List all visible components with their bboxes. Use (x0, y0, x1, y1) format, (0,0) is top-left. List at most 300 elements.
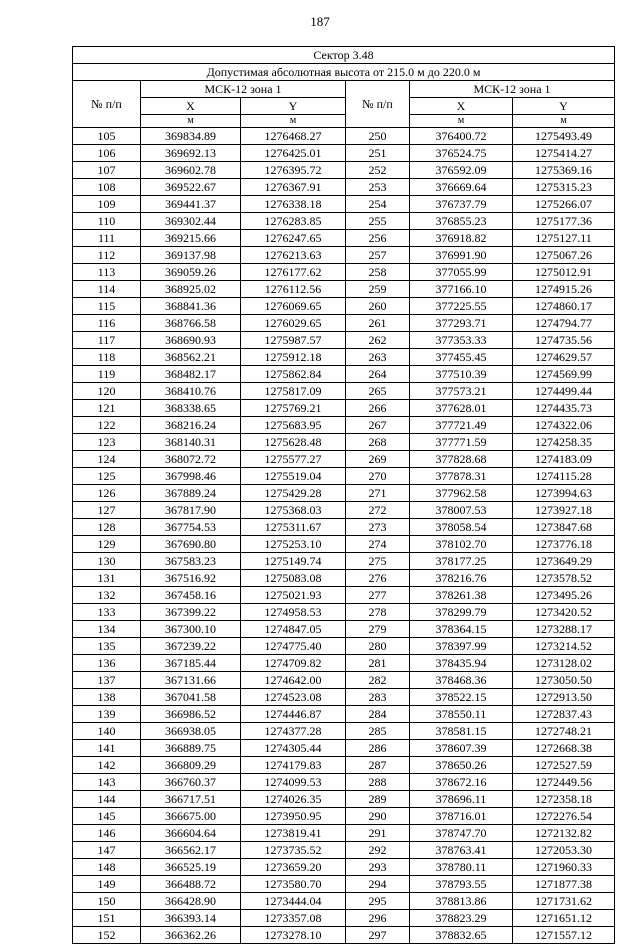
x-left-cell: 368140.31 (141, 434, 241, 451)
table-row (73, 740, 615, 757)
x-unit-right: м (410, 115, 513, 128)
x-right-cell: 378299.79 (410, 604, 513, 621)
np-right-cell: 293 (346, 859, 410, 876)
x-right-cell: 377166.10 (410, 281, 513, 298)
y-left-cell: 1274775.40 (241, 638, 346, 655)
np-left-cell: 126 (73, 485, 141, 502)
x-right-cell: 376400.72 (410, 128, 513, 145)
x-left-cell: 369215.66 (141, 230, 241, 247)
np-right-cell: 290 (346, 808, 410, 825)
y-right-cell: 1273578.52 (513, 570, 615, 587)
x-right-cell: 378716.01 (410, 808, 513, 825)
y-right-cell: 1272358.18 (513, 791, 615, 808)
np-right-cell: 292 (346, 842, 410, 859)
table-row (73, 638, 615, 655)
y-right-cell: 1274860.17 (513, 298, 615, 315)
np-right-cell: 266 (346, 400, 410, 417)
x-left-cell: 366760.37 (141, 774, 241, 791)
table-row (73, 825, 615, 842)
y-left-cell: 1274179.83 (241, 757, 346, 774)
np-left-cell: 105 (73, 128, 141, 145)
y-left-cell: 1276069.65 (241, 298, 346, 315)
np-left-cell: 114 (73, 281, 141, 298)
np-right-cell: 265 (346, 383, 410, 400)
y-left-cell: 1275429.28 (241, 485, 346, 502)
y-right-cell: 1274915.26 (513, 281, 615, 298)
table-row (73, 587, 615, 604)
x-left-cell: 366809.29 (141, 757, 241, 774)
x-left-cell: 366488.72 (141, 876, 241, 893)
zone-header-left: МСК-12 зона 1 (141, 81, 346, 98)
x-left-cell: 369302.44 (141, 213, 241, 230)
x-right-cell: 376524.75 (410, 145, 513, 162)
x-left-cell: 367998.46 (141, 468, 241, 485)
x-left-cell: 368410.76 (141, 383, 241, 400)
table-row (73, 519, 615, 536)
table-row (73, 230, 615, 247)
table-row (73, 332, 615, 349)
height-range: Допустимая абсолютная высота от 215.0 м до 220.0 м (73, 64, 615, 81)
x-right-cell: 378696.11 (410, 791, 513, 808)
y-right-cell: 1274499.44 (513, 383, 615, 400)
x-right-cell: 378747.70 (410, 825, 513, 842)
y-right-cell: 1275127.11 (513, 230, 615, 247)
np-right-cell: 271 (346, 485, 410, 502)
y-left-cell: 1274377.28 (241, 723, 346, 740)
table-row (73, 281, 615, 298)
x-header-right: X (410, 98, 513, 115)
x-left-cell: 367754.53 (141, 519, 241, 536)
y-right-cell: 1275315.23 (513, 179, 615, 196)
x-right-cell: 376991.90 (410, 247, 513, 264)
np-left-cell: 113 (73, 264, 141, 281)
np-left-cell: 118 (73, 349, 141, 366)
y-left-cell: 1275628.48 (241, 434, 346, 451)
np-left-cell: 125 (73, 468, 141, 485)
y-right-cell: 1272449.56 (513, 774, 615, 791)
x-left-cell: 368216.24 (141, 417, 241, 434)
y-left-cell: 1276367.91 (241, 179, 346, 196)
np-right-cell: 283 (346, 689, 410, 706)
x-left-cell: 367516.92 (141, 570, 241, 587)
table-row (73, 910, 615, 927)
np-right-cell: 272 (346, 502, 410, 519)
np-right-cell: 297 (346, 927, 410, 944)
np-right-cell: 269 (346, 451, 410, 468)
np-left-cell: 151 (73, 910, 141, 927)
sector-title: Сектор 3.48 (73, 47, 615, 64)
np-left-cell: 135 (73, 638, 141, 655)
x-left-cell: 369137.98 (141, 247, 241, 264)
x-left-cell: 367131.66 (141, 672, 241, 689)
y-unit-left: м (241, 115, 346, 128)
y-right-cell: 1274629.57 (513, 349, 615, 366)
y-left-cell: 1275862.84 (241, 366, 346, 383)
np-left-cell: 116 (73, 315, 141, 332)
y-left-cell: 1275577.27 (241, 451, 346, 468)
x-left-cell: 369522.67 (141, 179, 241, 196)
x-right-cell: 378435.94 (410, 655, 513, 672)
y-right-cell: 1274735.56 (513, 332, 615, 349)
x-header-left: X (141, 98, 241, 115)
x-right-cell: 377962.58 (410, 485, 513, 502)
y-right-cell: 1273288.17 (513, 621, 615, 638)
table-header (73, 47, 615, 128)
x-right-cell: 377628.01 (410, 400, 513, 417)
y-left-cell: 1273735.52 (241, 842, 346, 859)
np-left-cell: 133 (73, 604, 141, 621)
y-right-cell: 1271960.33 (513, 859, 615, 876)
np-left-cell: 134 (73, 621, 141, 638)
table-row (73, 145, 615, 162)
x-left-cell: 367041.58 (141, 689, 241, 706)
y-left-cell: 1275987.57 (241, 332, 346, 349)
y-right-cell: 1273649.29 (513, 553, 615, 570)
np-right-cell: 252 (346, 162, 410, 179)
np-left-cell: 144 (73, 791, 141, 808)
table-row (73, 128, 615, 145)
y-header-left: Y (241, 98, 346, 115)
x-right-cell: 376592.09 (410, 162, 513, 179)
y-right-cell: 1271557.12 (513, 927, 615, 944)
x-left-cell: 367239.22 (141, 638, 241, 655)
y-left-cell: 1275311.67 (241, 519, 346, 536)
table-row (73, 434, 615, 451)
y-right-cell: 1274183.09 (513, 451, 615, 468)
np-right-cell: 285 (346, 723, 410, 740)
x-right-cell: 378581.15 (410, 723, 513, 740)
np-right-cell: 263 (346, 349, 410, 366)
np-left-cell: 117 (73, 332, 141, 349)
x-right-cell: 378672.16 (410, 774, 513, 791)
coordinates-table (72, 46, 615, 944)
table-row (73, 247, 615, 264)
np-left-cell: 108 (73, 179, 141, 196)
y-left-cell: 1273444.04 (241, 893, 346, 910)
y-right-cell: 1273847.68 (513, 519, 615, 536)
x-right-cell: 376737.79 (410, 196, 513, 213)
np-left-cell: 141 (73, 740, 141, 757)
table-row (73, 689, 615, 706)
y-right-cell: 1274258.35 (513, 434, 615, 451)
x-right-cell: 377293.71 (410, 315, 513, 332)
np-left-cell: 119 (73, 366, 141, 383)
table-row (73, 179, 615, 196)
np-right-cell: 250 (346, 128, 410, 145)
y-left-cell: 1275083.08 (241, 570, 346, 587)
x-right-cell: 377878.31 (410, 468, 513, 485)
x-left-cell: 368766.58 (141, 315, 241, 332)
np-left-cell: 142 (73, 757, 141, 774)
np-left-cell: 131 (73, 570, 141, 587)
y-left-cell: 1273357.08 (241, 910, 346, 927)
x-left-cell: 368925.02 (141, 281, 241, 298)
y-left-cell: 1276283.85 (241, 213, 346, 230)
x-right-cell: 376855.23 (410, 213, 513, 230)
y-right-cell: 1273994.63 (513, 485, 615, 502)
y-left-cell: 1274642.00 (241, 672, 346, 689)
y-left-cell: 1276112.56 (241, 281, 346, 298)
np-left-cell: 110 (73, 213, 141, 230)
np-left-cell: 111 (73, 230, 141, 247)
np-right-cell: 275 (346, 553, 410, 570)
table-row (73, 196, 615, 213)
y-right-cell: 1273128.02 (513, 655, 615, 672)
y-right-cell: 1274569.99 (513, 366, 615, 383)
table-row (73, 774, 615, 791)
np-left-cell: 138 (73, 689, 141, 706)
x-left-cell: 366604.64 (141, 825, 241, 842)
y-right-cell: 1274322.06 (513, 417, 615, 434)
x-left-cell: 366717.51 (141, 791, 241, 808)
y-left-cell: 1273580.70 (241, 876, 346, 893)
table-row (73, 366, 615, 383)
x-left-cell: 366428.90 (141, 893, 241, 910)
x-right-cell: 378650.26 (410, 757, 513, 774)
x-left-cell: 366938.05 (141, 723, 241, 740)
x-left-cell: 366562.17 (141, 842, 241, 859)
x-right-cell: 377721.49 (410, 417, 513, 434)
np-left-cell: 145 (73, 808, 141, 825)
np-left-cell: 137 (73, 672, 141, 689)
np-right-cell: 254 (346, 196, 410, 213)
table-row (73, 417, 615, 434)
table-row (73, 264, 615, 281)
y-left-cell: 1275149.74 (241, 553, 346, 570)
y-right-cell: 1273214.52 (513, 638, 615, 655)
y-left-cell: 1274026.35 (241, 791, 346, 808)
table-row (73, 876, 615, 893)
np-left-cell: 107 (73, 162, 141, 179)
y-left-cell: 1273659.20 (241, 859, 346, 876)
x-right-cell: 378780.11 (410, 859, 513, 876)
np-left-cell: 143 (73, 774, 141, 791)
x-right-cell: 378007.53 (410, 502, 513, 519)
np-right-cell: 257 (346, 247, 410, 264)
np-left-cell: 140 (73, 723, 141, 740)
y-left-cell: 1275683.95 (241, 417, 346, 434)
x-left-cell: 367399.22 (141, 604, 241, 621)
np-right-cell: 296 (346, 910, 410, 927)
x-right-cell: 377510.39 (410, 366, 513, 383)
np-right-cell: 264 (346, 366, 410, 383)
np-right-cell: 270 (346, 468, 410, 485)
y-right-cell: 1275266.07 (513, 196, 615, 213)
table-row (73, 672, 615, 689)
table-row (73, 791, 615, 808)
x-left-cell: 368562.21 (141, 349, 241, 366)
np-header-right: № п/п (346, 81, 410, 128)
np-left-cell: 148 (73, 859, 141, 876)
table-row (73, 808, 615, 825)
y-left-cell: 1273278.10 (241, 927, 346, 944)
np-right-cell: 259 (346, 281, 410, 298)
np-left-cell: 149 (73, 876, 141, 893)
x-right-cell: 378607.39 (410, 740, 513, 757)
x-right-cell: 377573.21 (410, 383, 513, 400)
y-right-cell: 1275369.16 (513, 162, 615, 179)
y-left-cell: 1276395.72 (241, 162, 346, 179)
table-row (73, 621, 615, 638)
table-row (73, 570, 615, 587)
y-left-cell: 1274446.87 (241, 706, 346, 723)
y-left-cell: 1276338.18 (241, 196, 346, 213)
x-left-cell: 368072.72 (141, 451, 241, 468)
y-right-cell: 1273776.18 (513, 536, 615, 553)
y-left-cell: 1274523.08 (241, 689, 346, 706)
x-right-cell: 378364.15 (410, 621, 513, 638)
x-right-cell: 378763.41 (410, 842, 513, 859)
np-left-cell: 122 (73, 417, 141, 434)
table-row (73, 451, 615, 468)
x-left-cell: 366362.26 (141, 927, 241, 944)
x-right-cell: 378793.55 (410, 876, 513, 893)
np-right-cell: 260 (346, 298, 410, 315)
x-right-cell: 377353.33 (410, 332, 513, 349)
np-left-cell: 150 (73, 893, 141, 910)
table-row (73, 553, 615, 570)
y-right-cell: 1271731.62 (513, 893, 615, 910)
np-right-cell: 262 (346, 332, 410, 349)
y-left-cell: 1276468.27 (241, 128, 346, 145)
x-left-cell: 366889.75 (141, 740, 241, 757)
np-right-cell: 281 (346, 655, 410, 672)
np-header-left: № п/п (73, 81, 141, 128)
np-right-cell: 286 (346, 740, 410, 757)
y-right-cell: 1272913.50 (513, 689, 615, 706)
table-row (73, 927, 615, 944)
np-right-cell: 279 (346, 621, 410, 638)
x-left-cell: 369834.89 (141, 128, 241, 145)
np-right-cell: 277 (346, 587, 410, 604)
np-right-cell: 274 (346, 536, 410, 553)
np-right-cell: 255 (346, 213, 410, 230)
np-right-cell: 251 (346, 145, 410, 162)
y-left-cell: 1274709.82 (241, 655, 346, 672)
x-left-cell: 366675.00 (141, 808, 241, 825)
y-right-cell: 1272748.21 (513, 723, 615, 740)
x-unit-left: м (141, 115, 241, 128)
np-left-cell: 146 (73, 825, 141, 842)
y-header-right: Y (513, 98, 615, 115)
x-right-cell: 378058.54 (410, 519, 513, 536)
y-right-cell: 1272668.38 (513, 740, 615, 757)
np-right-cell: 289 (346, 791, 410, 808)
table-body (73, 128, 615, 944)
y-right-cell: 1272053.30 (513, 842, 615, 859)
y-left-cell: 1275912.18 (241, 349, 346, 366)
table-row (73, 400, 615, 417)
x-left-cell: 369441.37 (141, 196, 241, 213)
table-row (73, 706, 615, 723)
table-row (73, 315, 615, 332)
y-right-cell: 1275177.36 (513, 213, 615, 230)
np-left-cell: 136 (73, 655, 141, 672)
y-left-cell: 1274958.53 (241, 604, 346, 621)
x-right-cell: 376669.64 (410, 179, 513, 196)
y-unit-right: м (513, 115, 615, 128)
np-left-cell: 152 (73, 927, 141, 944)
table-row (73, 298, 615, 315)
np-left-cell: 129 (73, 536, 141, 553)
page-number: 187 (310, 14, 330, 29)
y-right-cell: 1272527.59 (513, 757, 615, 774)
y-left-cell: 1276247.65 (241, 230, 346, 247)
y-right-cell: 1272276.54 (513, 808, 615, 825)
table-row (73, 655, 615, 672)
np-right-cell: 261 (346, 315, 410, 332)
x-left-cell: 366393.14 (141, 910, 241, 927)
x-left-cell: 366986.52 (141, 706, 241, 723)
x-right-cell: 378102.70 (410, 536, 513, 553)
y-left-cell: 1276029.65 (241, 315, 346, 332)
np-left-cell: 147 (73, 842, 141, 859)
np-left-cell: 128 (73, 519, 141, 536)
table-row (73, 604, 615, 621)
np-right-cell: 256 (346, 230, 410, 247)
x-left-cell: 367185.44 (141, 655, 241, 672)
x-right-cell: 377055.99 (410, 264, 513, 281)
y-left-cell: 1275519.04 (241, 468, 346, 485)
x-right-cell: 377455.45 (410, 349, 513, 366)
np-right-cell: 287 (346, 757, 410, 774)
y-left-cell: 1276213.63 (241, 247, 346, 264)
table-row (73, 485, 615, 502)
np-right-cell: 278 (346, 604, 410, 621)
np-left-cell: 130 (73, 553, 141, 570)
x-right-cell: 376918.82 (410, 230, 513, 247)
y-left-cell: 1274099.53 (241, 774, 346, 791)
table-row (73, 723, 615, 740)
table-row (73, 842, 615, 859)
y-left-cell: 1276425.01 (241, 145, 346, 162)
x-right-cell: 378397.99 (410, 638, 513, 655)
x-left-cell: 367458.16 (141, 587, 241, 604)
y-left-cell: 1275817.09 (241, 383, 346, 400)
x-right-cell: 378468.36 (410, 672, 513, 689)
y-right-cell: 1273420.52 (513, 604, 615, 621)
y-right-cell: 1271651.12 (513, 910, 615, 927)
table-row (73, 859, 615, 876)
y-right-cell: 1272132.82 (513, 825, 615, 842)
np-left-cell: 127 (73, 502, 141, 519)
table-row (73, 536, 615, 553)
table-row (73, 893, 615, 910)
np-right-cell: 276 (346, 570, 410, 587)
np-left-cell: 123 (73, 434, 141, 451)
y-left-cell: 1274305.44 (241, 740, 346, 757)
y-left-cell: 1275368.03 (241, 502, 346, 519)
np-left-cell: 109 (73, 196, 141, 213)
y-right-cell: 1275012.91 (513, 264, 615, 281)
y-right-cell: 1275067.26 (513, 247, 615, 264)
table-row (73, 383, 615, 400)
table-row (73, 162, 615, 179)
x-left-cell: 368690.93 (141, 332, 241, 349)
y-right-cell: 1274794.77 (513, 315, 615, 332)
x-right-cell: 378823.29 (410, 910, 513, 927)
x-left-cell: 368338.65 (141, 400, 241, 417)
x-right-cell: 378177.25 (410, 553, 513, 570)
x-right-cell: 377771.59 (410, 434, 513, 451)
y-right-cell: 1275414.27 (513, 145, 615, 162)
x-left-cell: 367300.10 (141, 621, 241, 638)
np-right-cell: 273 (346, 519, 410, 536)
table-row (73, 349, 615, 366)
table-row (73, 213, 615, 230)
y-right-cell: 1271877.38 (513, 876, 615, 893)
x-right-cell: 377828.68 (410, 451, 513, 468)
